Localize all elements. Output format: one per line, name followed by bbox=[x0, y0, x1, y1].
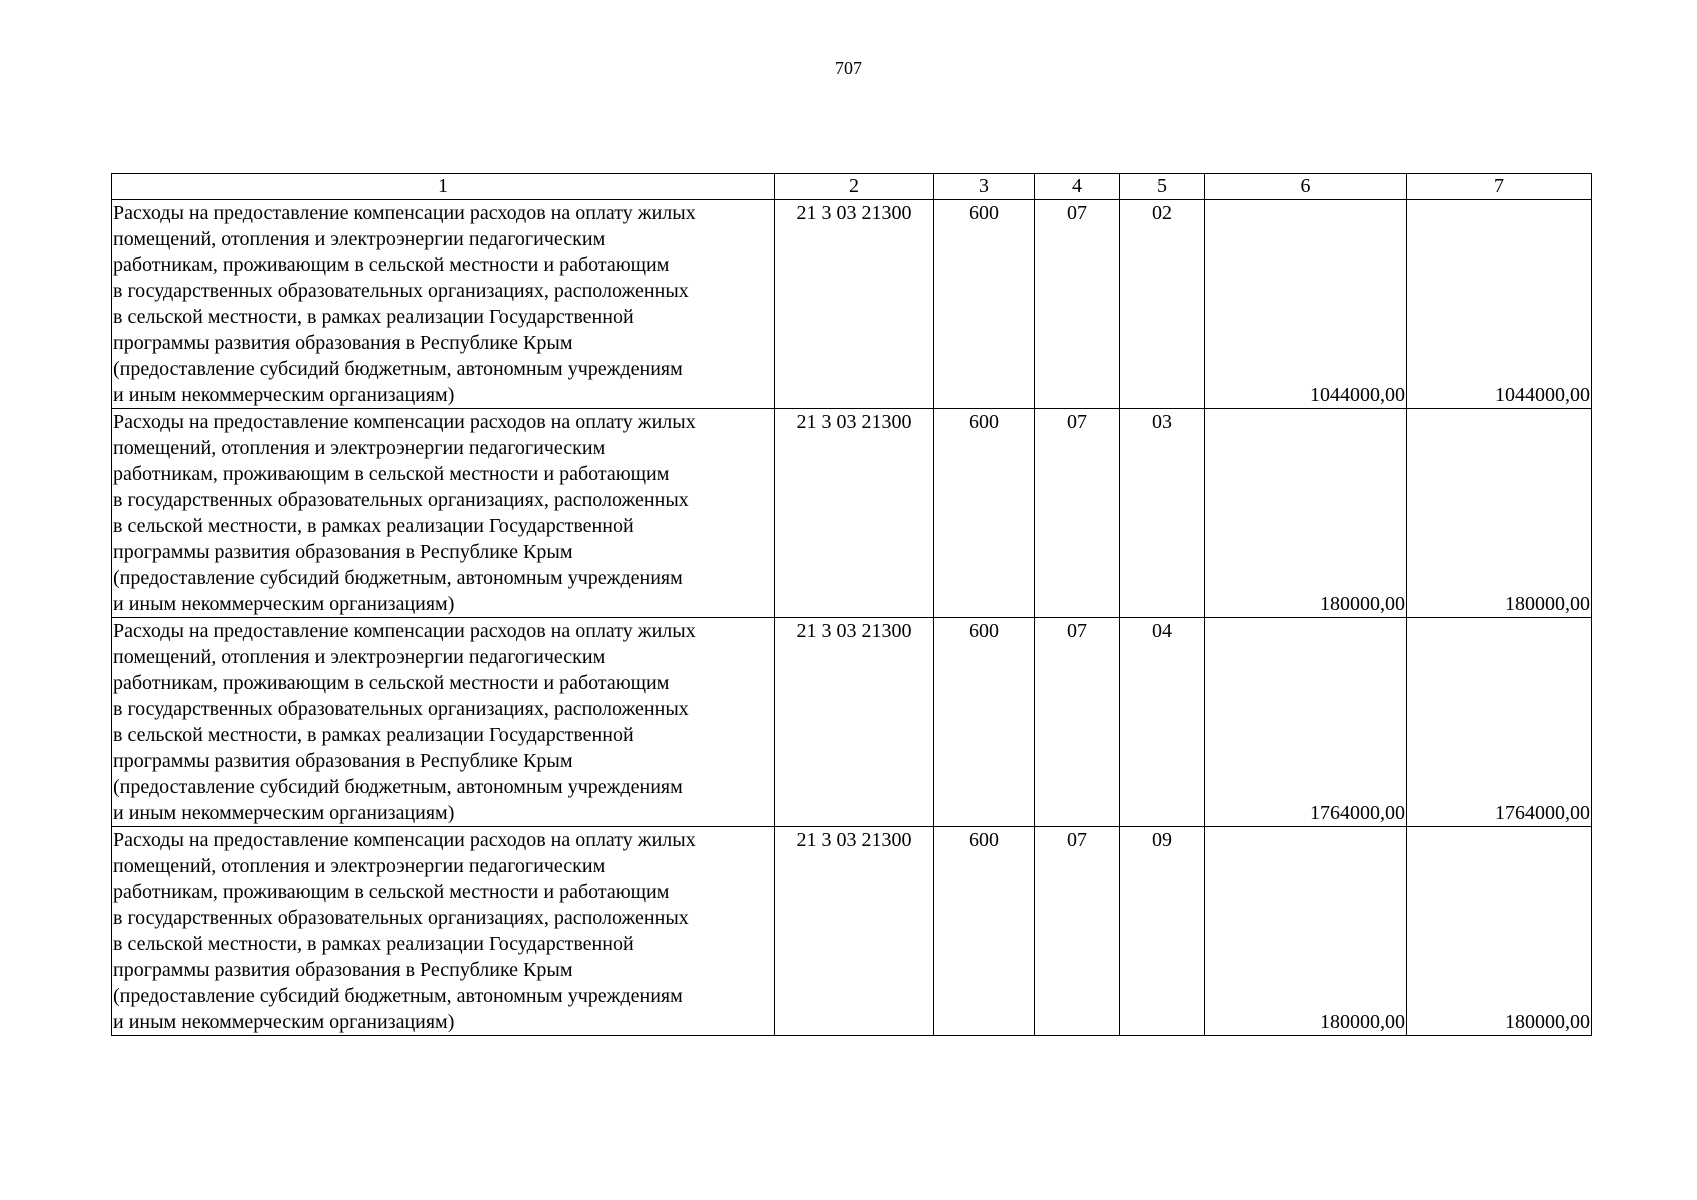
column-header: 4 bbox=[1035, 174, 1120, 200]
column-header: 7 bbox=[1407, 174, 1592, 200]
subsection-code: 02 bbox=[1120, 200, 1205, 409]
expense-description: Расходы на предоставление компенсации расходов на оплату жилых помещений, отопления и электроэнергии педагогическим работникам, проживающим в сельской местности и работающим в государственных образовательных организациях, расположенных в сельской местности, в рамках реализации Государственной программы развития образования в Республике Крым (предоставление субсидий бюджетным, автономным учреждениям и иным некоммерческим организациям) bbox=[112, 827, 775, 1036]
expense-description: Расходы на предоставление компенсации расходов на оплату жилых помещений, отопления и электроэнергии педагогическим работникам, проживающим в сельской местности и работающим в государственных образовательных организациях, расположенных в сельской местности, в рамках реализации Государственной программы развития образования в Республике Крым (предоставление субсидий бюджетным, автономным учреждениям и иным некоммерческим организациям) bbox=[112, 618, 775, 827]
column-header: 5 bbox=[1120, 174, 1205, 200]
subsection-code: 03 bbox=[1120, 409, 1205, 618]
expense-type-code: 600 bbox=[934, 409, 1035, 618]
expense-description: Расходы на предоставление компенсации расходов на оплату жилых помещений, отопления и электроэнергии педагогическим работникам, проживающим в сельской местности и работающим в государственных образовательных организациях, расположенных в сельской местности, в рамках реализации Государственной программы развития образования в Республике Крым (предоставление субсидий бюджетным, автономным учреждениям и иным некоммерческим организациям) bbox=[112, 409, 775, 618]
table-header-row bbox=[112, 174, 1592, 200]
subsection-code: 04 bbox=[1120, 618, 1205, 827]
table-row bbox=[112, 827, 1592, 1036]
table-row bbox=[112, 618, 1592, 827]
budget-table bbox=[111, 173, 1592, 1036]
amount-column-6: 180000,00 bbox=[1205, 409, 1407, 618]
table-row bbox=[112, 200, 1592, 409]
amount-column-7: 1044000,00 bbox=[1407, 200, 1592, 409]
amount-column-6: 180000,00 bbox=[1205, 827, 1407, 1036]
column-header: 6 bbox=[1205, 174, 1407, 200]
column-header: 1 bbox=[112, 174, 775, 200]
expense-type-code: 600 bbox=[934, 827, 1035, 1036]
column-header: 3 bbox=[934, 174, 1035, 200]
subsection-code: 09 bbox=[1120, 827, 1205, 1036]
amount-column-7: 180000,00 bbox=[1407, 409, 1592, 618]
expense-description: Расходы на предоставление компенсации расходов на оплату жилых помещений, отопления и электроэнергии педагогическим работникам, проживающим в сельской местности и работающим в государственных образовательных организациях, расположенных в сельской местности, в рамках реализации Государственной программы развития образования в Республике Крым (предоставление субсидий бюджетным, автономным учреждениям и иным некоммерческим организациям) bbox=[112, 200, 775, 409]
target-article-code: 21 3 03 21300 bbox=[775, 409, 934, 618]
section-code: 07 bbox=[1035, 409, 1120, 618]
target-article-code: 21 3 03 21300 bbox=[775, 200, 934, 409]
expense-type-code: 600 bbox=[934, 200, 1035, 409]
column-header: 2 bbox=[775, 174, 934, 200]
table-row bbox=[112, 409, 1592, 618]
target-article-code: 21 3 03 21300 bbox=[775, 827, 934, 1036]
amount-column-7: 1764000,00 bbox=[1407, 618, 1592, 827]
amount-column-7: 180000,00 bbox=[1407, 827, 1592, 1036]
target-article-code: 21 3 03 21300 bbox=[775, 618, 934, 827]
page-number: 707 bbox=[835, 58, 862, 78]
expense-type-code: 600 bbox=[934, 618, 1035, 827]
section-code: 07 bbox=[1035, 827, 1120, 1036]
section-code: 07 bbox=[1035, 200, 1120, 409]
amount-column-6: 1764000,00 bbox=[1205, 618, 1407, 827]
section-code: 07 bbox=[1035, 618, 1120, 827]
amount-column-6: 1044000,00 bbox=[1205, 200, 1407, 409]
